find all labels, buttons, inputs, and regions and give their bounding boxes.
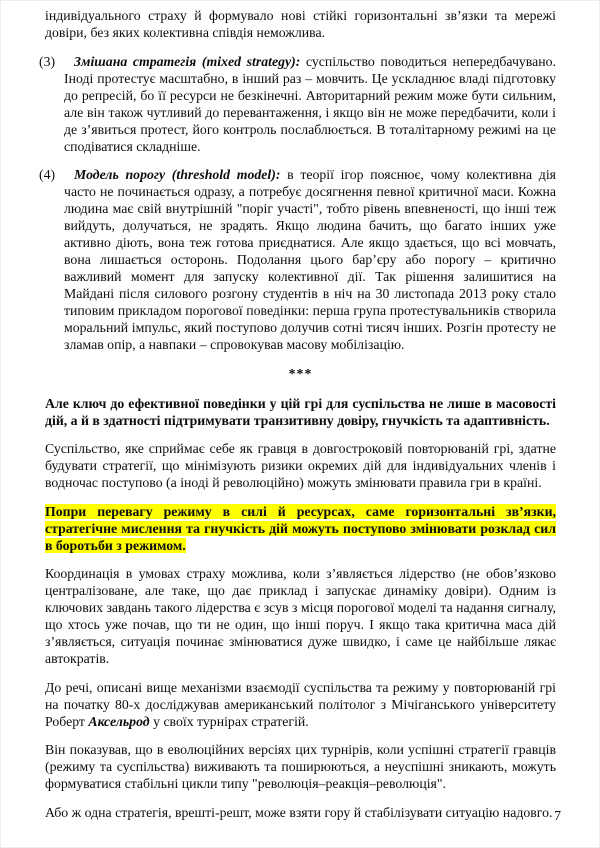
list-item-3-lead: Змішана стратегія (mixed strategy): [74,53,301,69]
axelrod-text-pre: До речі, описані вище механізми взаємодії суспільства та режиму у повторюваній грі на початку 80-х досліджував американський політолог з Мічіганського університету Роберт [45,679,556,729]
list-item-4-body: в теорії ігор пояснює, чому колективна дія часто не починається одразу, а потребує досягнення певної критичної маси. Кожна людина має свій внутрішній "поріг участі", тобто рівень впевненості, що інші теж вийдуть, долучаться, не зрадять. Якщо людина бачить, що багато інших уже активно діють, вона теж готова приєднатися. Але якщо здається, що всі мовчать, вона лишається осторонь. Подолання цього бар’єру або порогу – критично важливий момент для запуску колективної дії. Так рішення залишитися на Майдані після силового розгону студентів в ніч на 30 листопада 2013 року стало типовим прикладом порогової поведінки: перша група протестувальників створила моральний імпульс, який поступово долучив сотні тисяч інших. Розгін протесту не зламав опір, а навпаки – спровокував масову мобілізацію. [64,167,556,352]
list-item-3 [39,53,556,155]
list-item-4 [39,166,556,353]
paragraph-key: Але ключ до ефективної поведінки у цій грі для суспільства не лише в масовості дій, а й в здатності підтримувати транзитивну довіру, гнучкість та адаптивність. [45,395,556,428]
section-separator: *** [288,365,313,381]
page-number: 7 [554,808,561,823]
paragraph-axelrod [45,679,556,730]
list-item-3-text [64,53,556,155]
list-item-4-number: (4) [39,167,56,182]
paragraph-continuation: індивідуального страху й формувало нові стійкі горизонтальні зв’язки та мережі довіри, без яких колективна співдія неможлива. [45,8,556,40]
paragraph-society: Суспільство, яке сприймає себе як гравця в довгостроковій повторюваній грі, здатне будувати стратегії, що мінімізують ризики окремих дій для індивідуальних членів і водночас поступово (а іноді й революційно) можуть змінювати правила гри в країні. [45,441,556,490]
list-item-4-lead: Модель порогу (threshold model): [74,167,281,182]
paragraph-evolution: Він показував, що в еволюційних версіях цих турнірів, коли успішні стратегії гравців (режиму та суспільства) виживають та поширюються, а неуспішні зникають, можуть формуватися стабільні цикли типу "революція–реакція–революція". [45,742,556,791]
list-item-3-number: (3) [39,53,56,69]
list-item-4-text [64,166,556,353]
highlighted-text: Попри перевагу режиму в силі й ресурсах, саме горизонтальні зв’язки, стратегічне мислення та гнучкість дій можуть поступово змінювати розклад сил в боротьби з режимом. [45,503,556,553]
paragraph-coordination: Координація в умовах страху можлива, коли з’являється лідерство (не обов’язково централізоване, але таке, що дає приклад і запускає динаміку довіри). Одним із ключових завдань такого лідерства є зсув з місця порогової моделі та надання сигналу, що хтось уже почав, що ти не один, що інші поруч. І якщо така критична маса дій з’являється, ситуація починає змінюватися дуже швидко, і саме це найбільше лякає автократів. [45,566,556,666]
axelrod-text-post: у своїх турнірах стратегій. [149,713,309,729]
paragraph-final: Або ж одна стратегія, врешті-решт, може взяти гору й стабілізувати ситуацію надовго. [45,804,553,820]
paragraph-highlighted [45,503,556,554]
axelrod-name: Аксельрод [88,713,150,729]
list-item-3-body: суспільство поводиться непередбачувано. Іноді протестує масштабно, в інший раз – мовчить. Це ускладнює владі підготовку до репресій, бо її ресурси не безкінечні. Авторитарний режим може бути сильним, але він також чутливий до перевантаження, і якщо він не може передбачити, коли і де з’явиться протест, його контроль послаблюється. В тоталітарному режимі на це сподіватися складніше. [64,53,556,154]
